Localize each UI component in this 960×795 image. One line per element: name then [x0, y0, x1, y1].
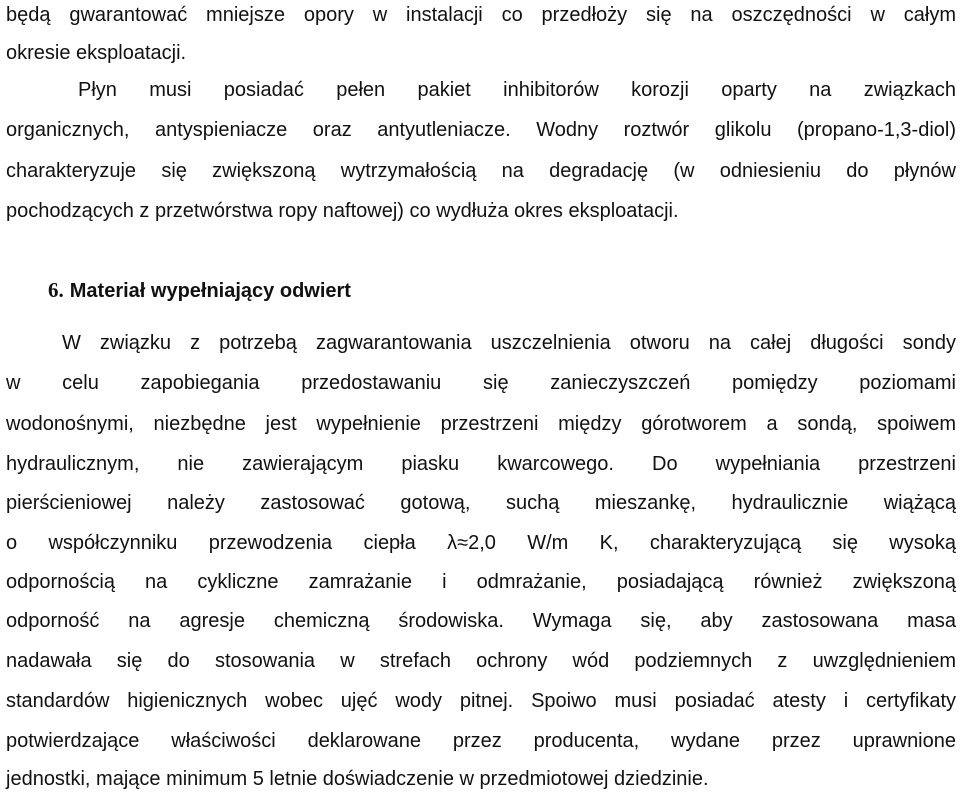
- paragraph-section-line-1: W związku z potrzebą zagwarantowania uszczelnienia otworu na całej długości sondy: [62, 332, 956, 354]
- paragraph-section-line-10: standardów higienicznych wobec ujęć wody pitnej. Spoiwo musi posiadać atesty i certyfikaty: [6, 690, 956, 712]
- paragraph-top-line-2: okresie eksploatacji.: [6, 42, 187, 64]
- paragraph-top-line-1: będą gwarantować mniejsze opory w instalacji co przedłoży się na oszczędności w całym: [6, 4, 956, 26]
- section-title: Materiał wypełniający odwiert: [69, 280, 351, 302]
- paragraph-section-line-12: jednostki, mające minimum 5 letnie doświadczenie w przedmiotowej dziedzinie.: [6, 768, 709, 790]
- paragraph-section-line-2: w celu zapobiegania przedostawaniu się zanieczyszczeń pomiędzy poziomami: [6, 372, 956, 394]
- paragraph-fluid-line-4: pochodzących z przetwórstwa ropy naftowej) co wydłuża okres eksploatacji.: [6, 200, 679, 222]
- paragraph-section-line-6: o współczynniku przewodzenia ciepła λ≈2,0 W/m K, charakteryzującą się wysoką: [6, 532, 956, 554]
- section-number: 6.: [48, 278, 64, 302]
- paragraph-section-line-5: pierścieniowej należy zastosować gotową, suchą mieszankę, hydraulicznie wiążącą: [6, 492, 956, 514]
- paragraph-section-line-3: wodonośnymi, niezbędne jest wypełnienie przestrzeni między górotworem a sondą, spoiwem: [6, 413, 956, 435]
- section-heading: [48, 277, 351, 304]
- paragraph-fluid-line-2: organicznych, antyspieniacze oraz antyutleniacze. Wodny roztwór glikolu (propano-1,3-diol): [6, 119, 956, 141]
- paragraph-fluid-line-1: Płyn musi posiadać pełen pakiet inhibitorów korozji oparty na związkach: [78, 79, 956, 101]
- paragraph-section-line-9: nadawała się do stosowania w strefach ochrony wód podziemnych z uwzględnieniem: [6, 650, 956, 672]
- paragraph-fluid-line-3: charakteryzuje się zwiększoną wytrzymałością na degradację (w odniesieniu do płynów: [6, 160, 956, 182]
- paragraph-section-line-11: potwierdzające właściwości deklarowane przez producenta, wydane przez uprawnione: [6, 730, 956, 752]
- paragraph-section-line-7: odpornością na cykliczne zamrażanie i odmrażanie, posiadającą również zwiększoną: [6, 571, 956, 593]
- paragraph-section-line-8: odporność na agresje chemiczną środowiska. Wymaga się, aby zastosowana masa: [6, 610, 956, 632]
- paragraph-section-line-4: hydraulicznym, nie zawierającym piasku kwarcowego. Do wypełniania przestrzeni: [6, 453, 956, 475]
